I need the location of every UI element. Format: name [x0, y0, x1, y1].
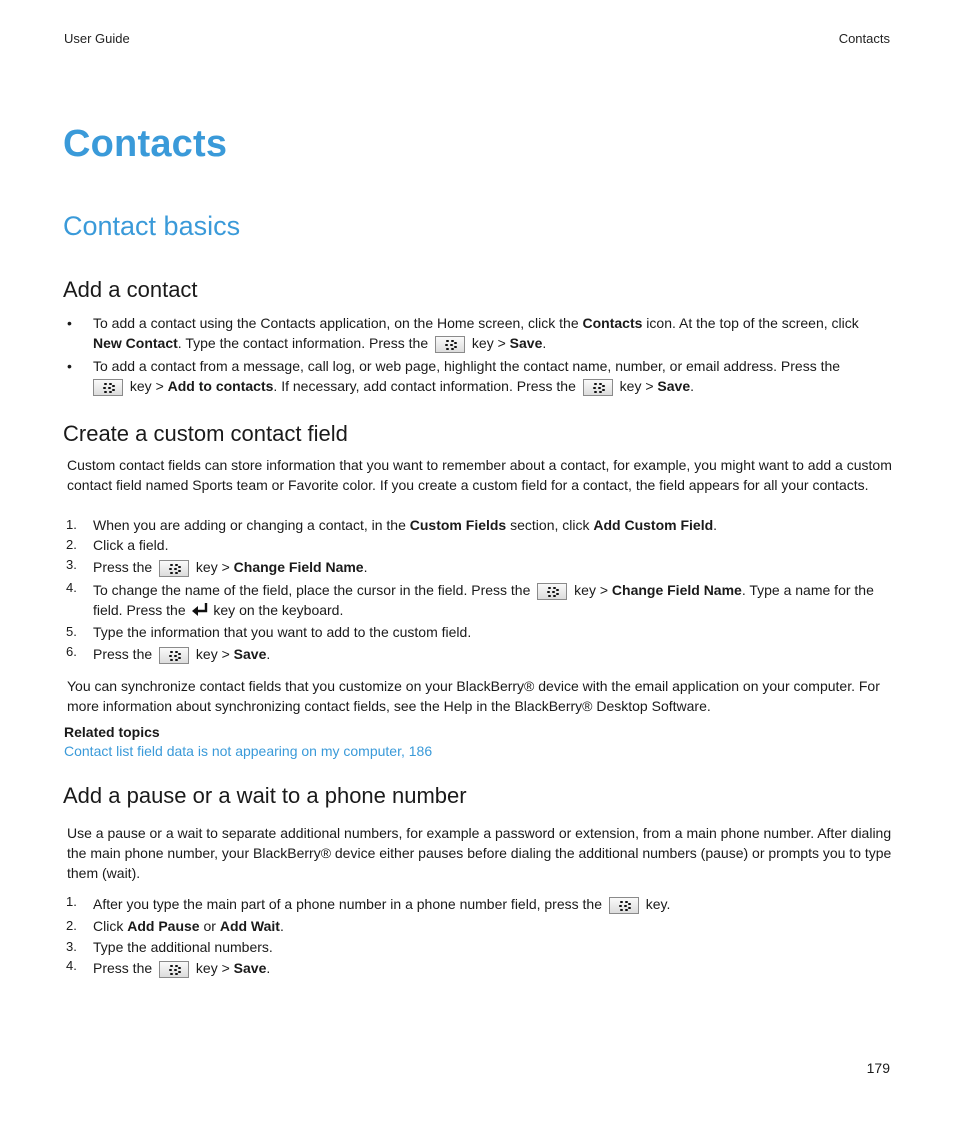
blackberry-menu-key-icon	[537, 583, 567, 600]
blackberry-menu-key-icon	[583, 379, 613, 396]
page-title: Contacts	[63, 123, 228, 165]
sync-note: You can synchronize contact fields that you customize on your BlackBerry® device with the email application on your computer. For more information about synchronizing contact fields, see the Help in the BlackBerry® Desktop Software.	[67, 678, 880, 714]
step-number: 1.	[66, 894, 77, 909]
blackberry-menu-key-icon	[159, 647, 189, 664]
step-text: Press the key > Change Field Name.	[93, 559, 368, 575]
step-text: After you type the main part of a phone number in a phone number field, press the key.	[93, 896, 671, 912]
step-number: 1.	[66, 517, 77, 532]
blackberry-menu-key-icon	[435, 336, 465, 353]
bullet-text: To add a contact from a message, call log, or web page, highlight the contact name, number, or email address. Press the key > Add to contacts. If necessary, add contact information. Press the key > Save.	[93, 358, 841, 394]
section-heading: Contact basics	[63, 211, 241, 241]
step-text: Press the key > Save.	[93, 960, 271, 976]
step-number: 6.	[66, 644, 77, 659]
step-number: 3.	[66, 557, 77, 572]
running-header-right: Contacts	[838, 31, 890, 46]
blackberry-menu-key-icon	[93, 379, 123, 396]
step-text: Type the information that you want to add to the custom field.	[93, 624, 472, 640]
bullet-marker: •	[67, 358, 72, 374]
blackberry-menu-key-icon	[159, 560, 189, 577]
step-text: When you are adding or changing a contact, in the Custom Fields section, click Add Custom Field.	[93, 517, 718, 533]
step-number: 2.	[66, 537, 77, 552]
step-text: Press the key > Save.	[93, 646, 271, 662]
step-number: 4.	[66, 958, 77, 973]
step-number: 2.	[66, 918, 77, 933]
enter-key-icon	[191, 602, 209, 618]
related-topics-label: Related topics	[64, 724, 160, 740]
bullet-marker: •	[67, 315, 72, 331]
pause-wait-heading: Add a pause or a wait to a phone number	[63, 783, 467, 808]
running-header-left: User Guide	[64, 31, 130, 46]
blackberry-menu-key-icon	[159, 961, 189, 978]
step-text: To change the name of the field, place the cursor in the field. Press the key > Change Field Name. Type a name for the field. Press the key on the keyboard.	[93, 582, 874, 618]
pause-wait-intro: Use a pause or a wait to separate additional numbers, for example a password or extension, from a main phone number. After dialing the main phone number, your BlackBerry® device either pauses before dialing the additional numbers (pause) or prompts you to type them (wait).	[67, 825, 892, 881]
step-number: 3.	[66, 939, 77, 954]
blackberry-menu-key-icon	[609, 897, 639, 914]
custom-field-heading: Create a custom contact field	[63, 421, 348, 446]
page-number: 179	[866, 1060, 890, 1076]
step-text: Click a field.	[93, 537, 169, 553]
bullet-text: To add a contact using the Contacts application, on the Home screen, click the Contacts icon. At the top of the screen, click New Contact. Type the contact information. Press the key > Save.	[93, 315, 859, 351]
custom-field-intro: Custom contact fields can store information that you want to remember about a contact, for example, you might want to add a custom contact field named Sports team or Favorite color. If you create a custom field for a contact, the field appears for all your contacts.	[67, 457, 892, 493]
related-topic-link[interactable]: Contact list field data is not appearing on my computer, 186	[64, 743, 433, 759]
step-text: Type the additional numbers.	[93, 939, 273, 955]
step-number: 4.	[66, 580, 77, 595]
step-text: Click Add Pause or Add Wait.	[93, 918, 284, 934]
add-contact-heading: Add a contact	[63, 277, 198, 302]
step-number: 5.	[66, 624, 77, 639]
